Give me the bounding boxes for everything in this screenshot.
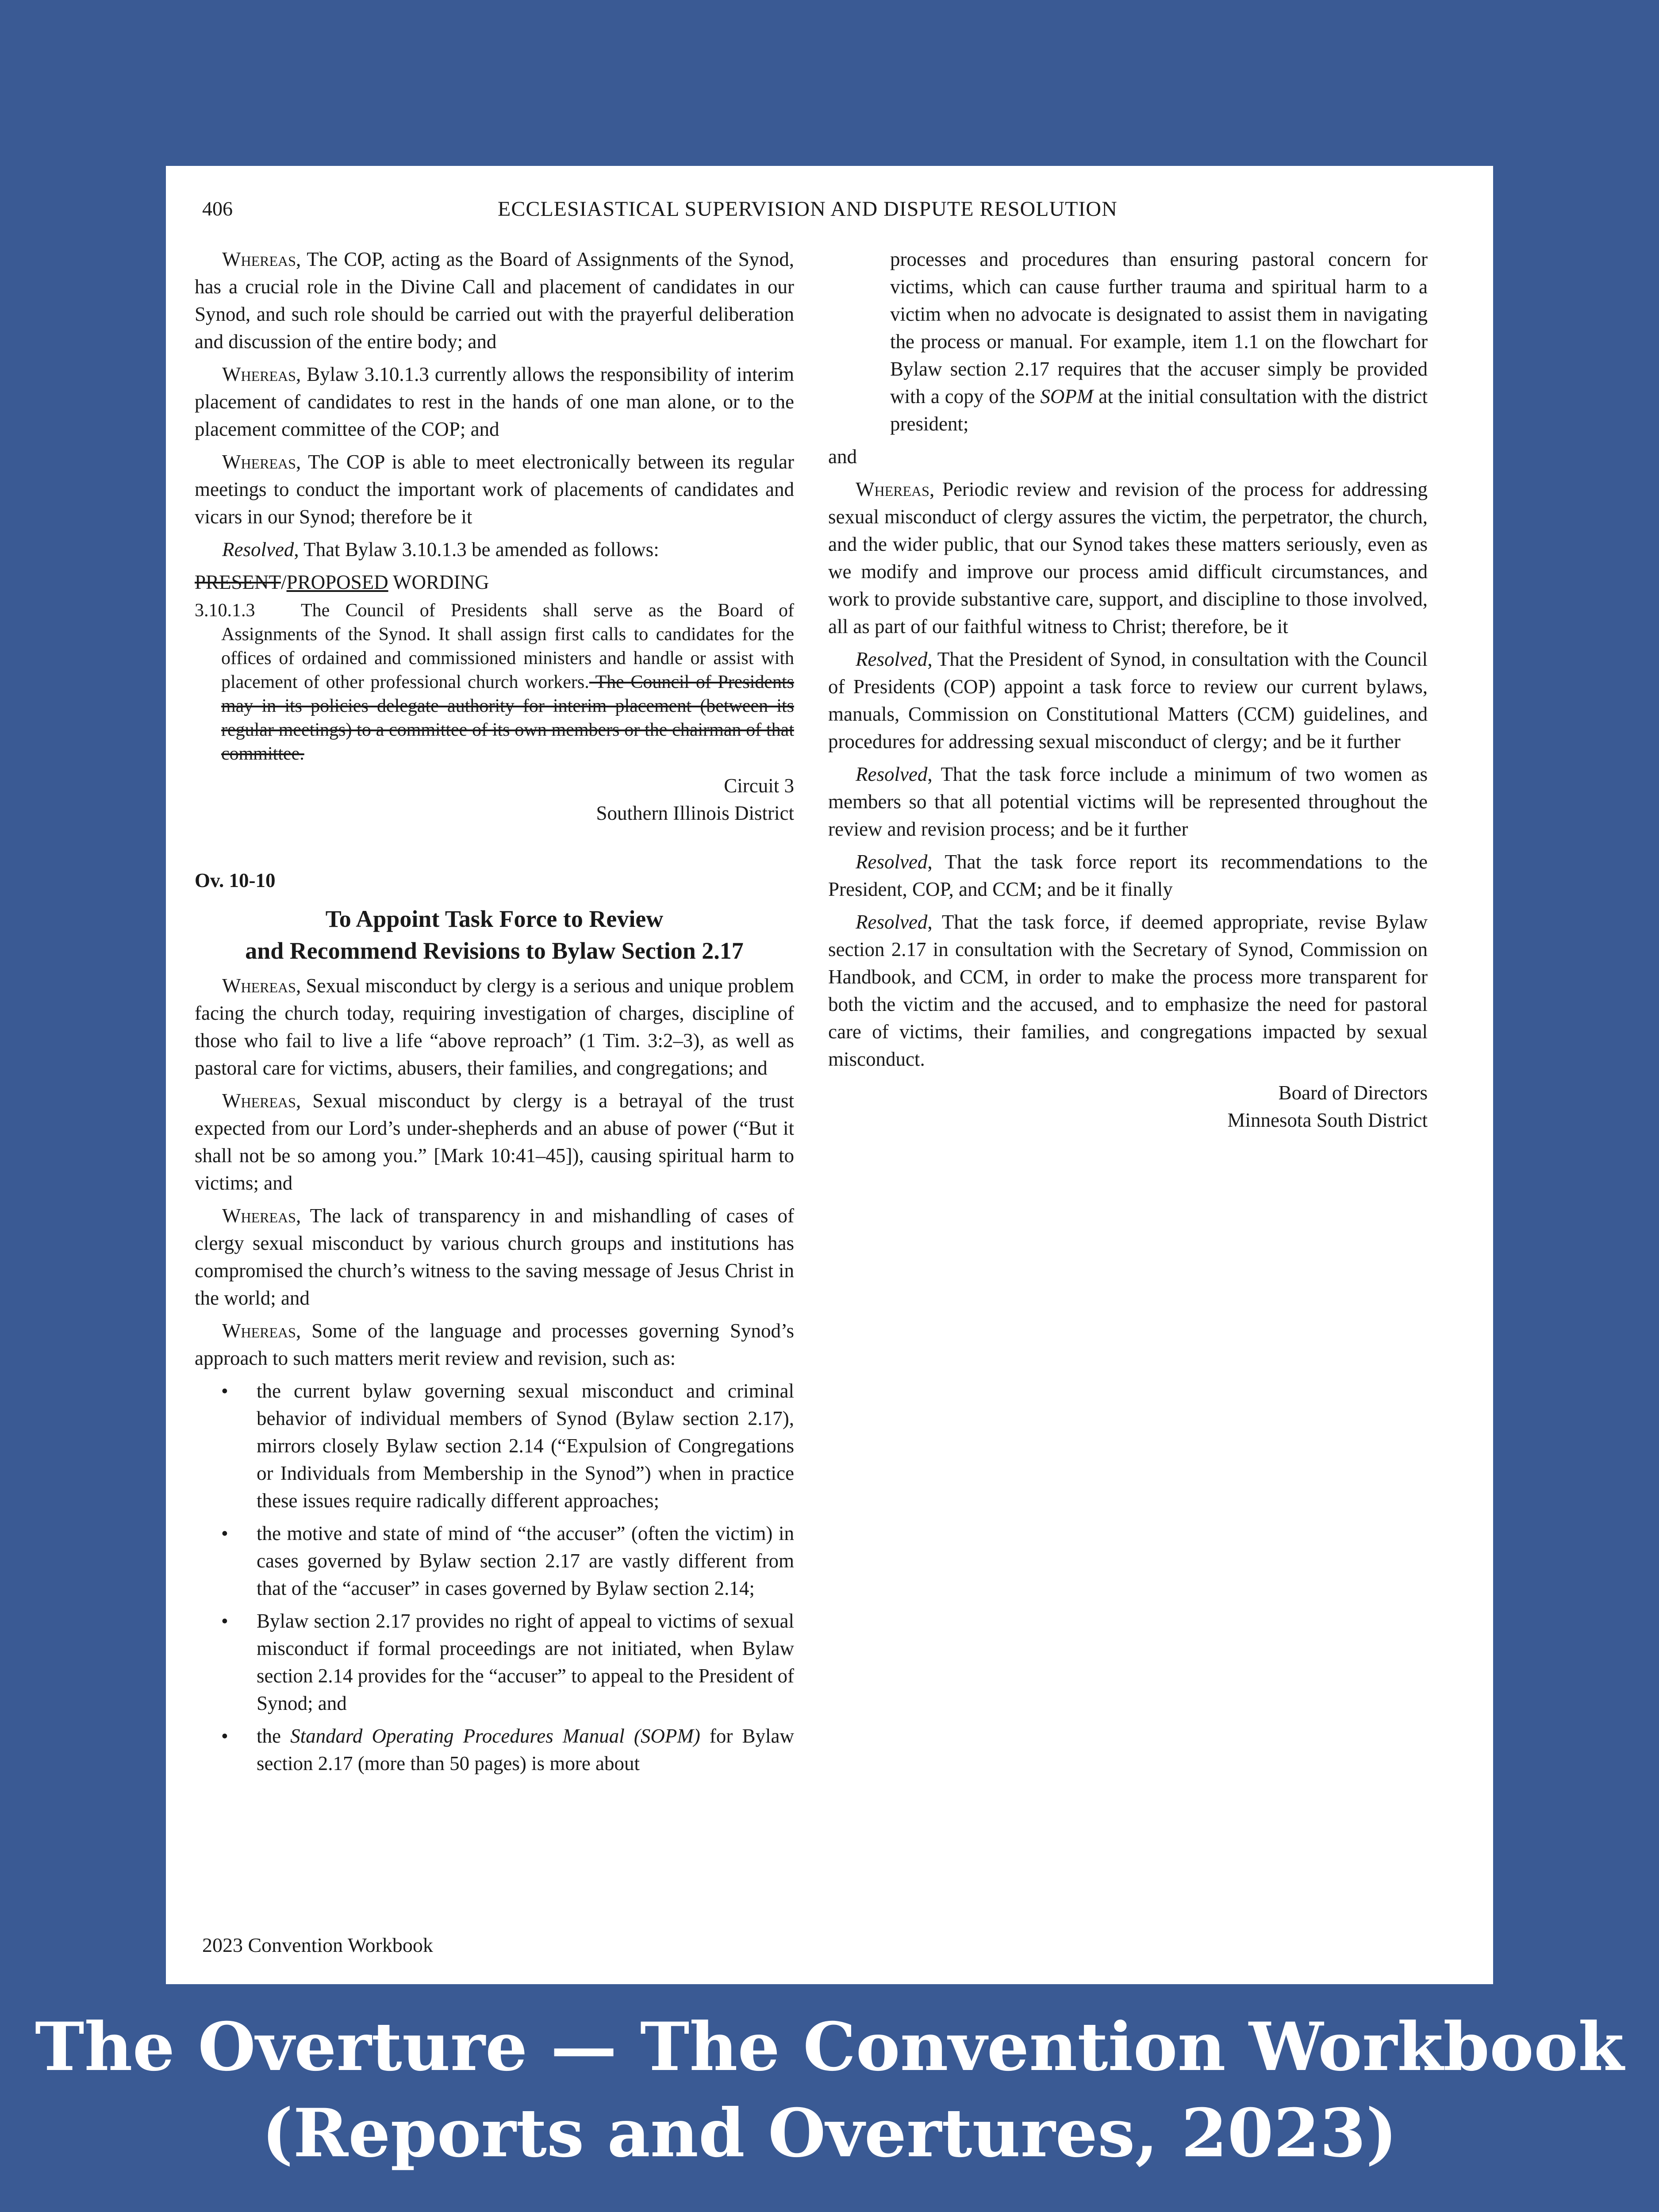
resolved-paragraph: Resolved, That the task force report its recommendations to the President, COP, and CCM; and be it finally (828, 851, 1428, 900)
whereas-paragraph: Whereas, The lack of transparency in and mishandling of cases of clergy sexual misconduct by various church groups and institutions has compromised the church’s witness to the saving message of Jesus Christ in the world; and (195, 1205, 794, 1309)
struck-text: The Council of Presidents may in its policies delegate authority for interim placement (between its regular meetings) to a committee of its own members or the chairman of that committee. (221, 672, 794, 764)
page-number: 406 (202, 197, 233, 220)
resolved-paragraph: Resolved, That the President of Synod, in consultation with the Council of Presidents (COP) appoint a task force to review our current bylaws, manuals, Commission on Constitutional Matters (CCM) guidelines, and procedures for addressing sexual misconduct of clergy; and be it further (828, 648, 1428, 753)
wording-heading: PRESENT/PROPOSED WORDING (195, 571, 489, 593)
whereas-paragraph: Whereas, The COP is able to meet electronically between its regular meetings to conduct the important work of placements of candidates and vicars in our Synod; therefore be it (195, 451, 794, 528)
list-item-continuation: processes and procedures than ensuring pastoral concern for victims, which can cause further trauma and spiritual harm to a victim when no advocate is designated to assist them in navigating the process or manual. For example, item 1.1 on the flowchart for Bylaw section 2.17 requires that the accuser simply be provided with a copy of the SOPM at the initial consultation with the district president; (890, 248, 1428, 435)
conjunction: and (828, 445, 857, 468)
left-column (195, 246, 794, 1782)
resolved-paragraph: Resolved, That the task force, if deemed appropriate, revise Bylaw section 2.17 in consultation with the Secretary of Synod, Commission on Handbook, and CCM, in order to make the process more transparent for both the victim and the accused, and to emphasize the need for pastoral care of victims, their families, and congregations impacted by sexual misconduct. (828, 911, 1428, 1070)
list-item: • the Standard Operating Procedures Manual (SOPM) for Bylaw section 2.17 (more than 50 pages) is more about (195, 1722, 794, 1777)
whereas-paragraph: Whereas, Sexual misconduct by clergy is a betrayal of the trust expected from our Lord’s under-shepherds and an abuse of power (“But it shall not be so among you.” [Mark 10:41–45]), causing spiritual harm to victims; and (195, 1090, 794, 1194)
running-head: ECCLESIASTICAL SUPERVISION AND DISPUTE RESOLUTION (498, 197, 1118, 221)
document-page (166, 166, 1493, 1984)
whereas-paragraph: Whereas, Some of the language and processes governing Synod’s approach to such matters merit review and revision, such as: (195, 1320, 794, 1369)
whereas-paragraph: Whereas, Bylaw 3.10.1.3 currently allows the responsibility of interim placement of candidates to rest in the hands of one man alone, or to the placement committee of the COP; and (195, 363, 794, 440)
whereas-paragraph: Whereas, Periodic review and revision of the process for addressing sexual misconduct of clergy assures the victim, the perpetrator, the church, and the wider public, that our Synod takes these matters seriously, even as we modify and improve our process amid difficult circumstances, and work to provide substantive care, support, and discipline to those involved, all as part of our faithful witness to Christ; therefore, be it (828, 478, 1428, 637)
overture-title: To Appoint Task Force to Review and Recommend Revisions to Bylaw Section 2.17 (245, 906, 744, 964)
list-item: • Bylaw section 2.17 provides no right of appeal to victims of sexual misconduct if formal proceedings are not initiated, when Bylaw section 2.14 provides for the “accuser” to appeal to the President of Synod; and (195, 1607, 794, 1717)
bylaw-text: 3.10.1.3 The Council of Presidents shall serve as the Board of Assignments of the Synod. It shall assign first calls to candidates for the offices of ordained and commissioned ministers and handle or assist with placement of other professional church workers. The Council of Presidents may in its policies delegate authority for interim placement (between its regular meetings) to a committee of its own members or the chairman of that committee. (195, 600, 794, 764)
list-item: • the motive and state of mind of “the accuser” (often the victim) in cases governed by Bylaw section 2.17 are vastly different from that of the “accuser” in cases governed by Bylaw section 2.14; (195, 1520, 794, 1602)
whereas-paragraph: Whereas, Sexual misconduct by clergy is a serious and unique problem facing the church today, requiring investigation of charges, discipline of those who fail to live a life “above reproach” (1 Tim. 3:2–3), as well as pastoral care for victims, abusers, their families, and congregations; and (195, 975, 794, 1079)
resolved-paragraph: Resolved, That Bylaw 3.10.1.3 be amended as follows: (222, 538, 659, 561)
bullet-list (195, 1377, 794, 1777)
resolved-paragraph: Resolved, That the task force include a minimum of two women as members so that all potential victims will be represented throughout the review and revision process; and be it further (828, 763, 1428, 840)
overture-number: Ov. 10-10 (195, 869, 276, 891)
list-item: • the current bylaw governing sexual misconduct and criminal behavior of individual members of Synod (Bylaw section 2.17), mirrors closely Bylaw section 2.14 (“Expulsion of Congregations or Individuals from Membership in the Synod”) when in practice these issues require radically different approaches; (195, 1377, 794, 1514)
right-column (828, 246, 1428, 1174)
signature-block: Circuit 3 Southern Illinois District (596, 775, 794, 824)
page-footer: 2023 Convention Workbook (202, 1934, 433, 1956)
signature-block: Board of Directors Minnesota South District (1227, 1082, 1428, 1131)
whereas-paragraph: Whereas, The COP, acting as the Board of Assignments of the Synod, has a crucial role in the Divine Call and placement of candidates in our Synod, and such role should be carried out with the prayerful deliberation and discussion of the entire body; and (195, 248, 794, 353)
image-caption: The Overture — The Convention Workbook (Reports and Overtures, 2023) (35, 2008, 1624, 2172)
